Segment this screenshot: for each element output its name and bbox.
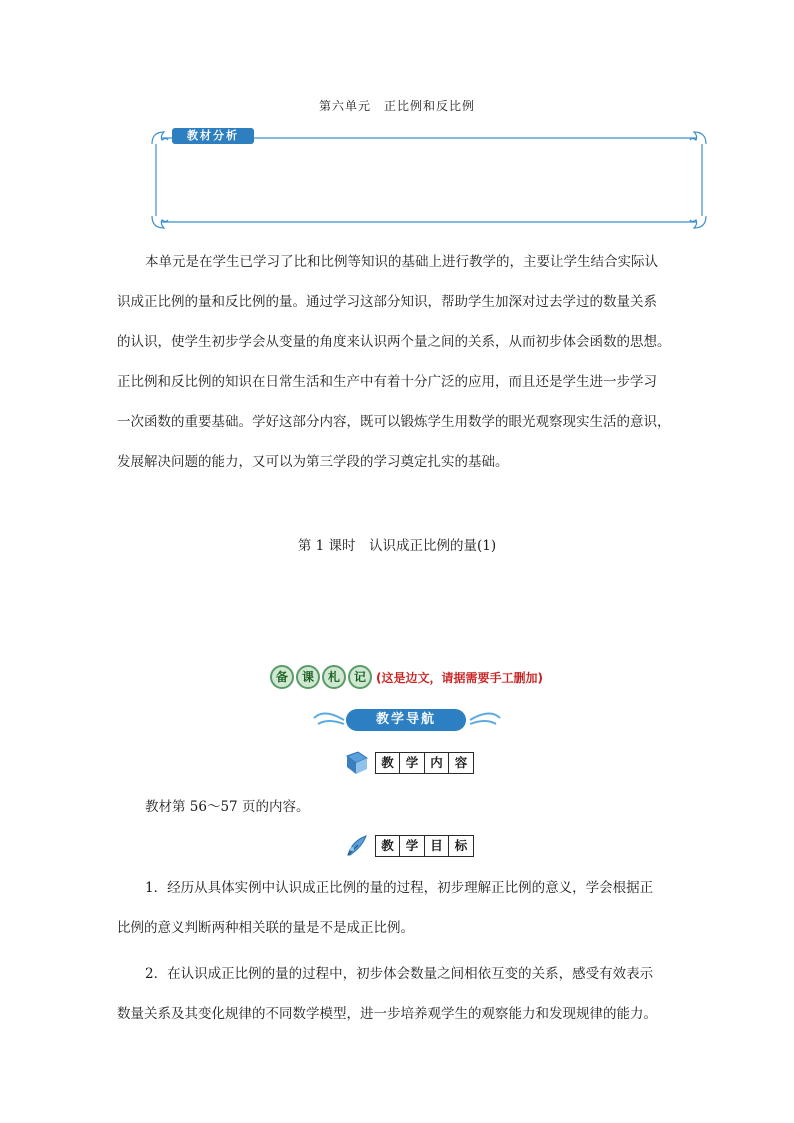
page-header: 第六单元 正比例和反比例	[318, 99, 475, 113]
goals-section-heading	[344, 832, 474, 860]
goal-2-line1: 2．在认识成正比例的量的过程中，初步体会数量之间相依互变的关系，感受有效表示	[145, 966, 654, 982]
analysis-paragraph	[117, 242, 677, 482]
analysis-frame	[150, 130, 708, 230]
goal-1-line1: 1．经历从具体实例中认识成正比例的量的过程，初步理解正比例的意义，学会根据正	[145, 880, 654, 896]
analysis-line: 的认识，使学生初步学会从变量的角度来认识两个量之间的关系，从而初步体会函数的思想。	[117, 334, 671, 350]
content-text: 教材第 56～57 页的内容。	[145, 799, 310, 815]
content-section-heading	[344, 749, 474, 777]
notes-char: 记	[348, 665, 372, 689]
section-char: 教	[375, 835, 401, 857]
analysis-line: 本单元是在学生已学习了比和比例等知识的基础上进行教学的，主要让学生结合实际认	[145, 254, 658, 270]
section-char: 内	[424, 752, 450, 774]
analysis-line: 识成正比例的量和反比例的量。通过学习这部分知识，帮助学生加深对过去学过的数量关系	[117, 294, 657, 310]
lesson-notes-label	[270, 664, 543, 690]
analysis-line: 正比例和反比例的知识在日常生活和生产中有着十分广泛的应用，而且还是学生进一步学习	[117, 374, 657, 390]
section-char: 容	[448, 752, 474, 774]
side-note: (这是边文，请据需要手工删加)	[376, 670, 543, 685]
analysis-line: 一次函数的重要基础。学好这部分内容，既可以锻炼学生用数学的眼光观察现实生活的意识，	[117, 414, 671, 430]
teaching-nav-banner	[312, 704, 502, 736]
analysis-tag: 教材分析	[172, 128, 254, 144]
banner-label: 教学导航	[346, 709, 466, 731]
section-char: 教	[375, 752, 401, 774]
section-char: 学	[399, 835, 425, 857]
notes-char: 课	[296, 665, 320, 689]
analysis-line: 发展解决问题的能力，又可以为第三学段的学习奠定扎实的基础。	[117, 454, 509, 470]
section-char: 目	[424, 835, 450, 857]
notes-char: 札	[322, 665, 346, 689]
lesson-title: 第 1 课时 认识成正比例的量(1)	[297, 538, 497, 554]
section-char: 标	[448, 835, 474, 857]
feather-pen-icon	[344, 833, 370, 859]
goal-1-line2: 比例的意义判断两种相关联的量是不是成正比例。	[117, 920, 414, 936]
goals-list	[117, 868, 677, 1034]
notes-char: 备	[270, 665, 294, 689]
goal-2-line2: 数量关系及其变化规律的不同数学模型，进一步培养观学生的观察能力和发现规律的能力。	[117, 1006, 657, 1022]
section-char: 学	[399, 752, 425, 774]
book-icon	[344, 750, 370, 776]
